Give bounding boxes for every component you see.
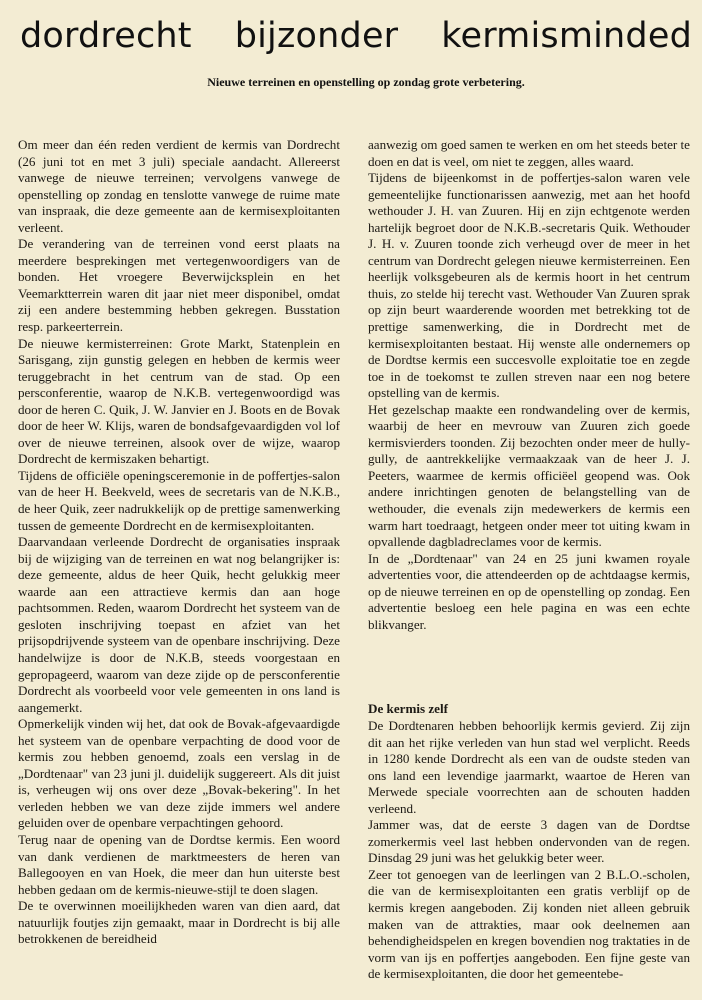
left-column [18,137,340,999]
paragraph: Jammer was, dat de eerste 3 dagen van de Dordtse zomerkermis veel last hebben ondervonden van de regen. Dinsdag 29 juni was het gelukkig beter weer. [368,817,690,866]
headline-word: bijzonder [234,16,399,56]
paragraph: Om meer dan één reden verdient de kermis van Dordrecht (26 juni tot en met 3 juli) speciale aandacht. Allereerst vanwege de nieuwe terreinen; vervolgens vanwege de openstelling op zondag en tenslotte vanwege de ruime mate van inspraak, die deze gemeente aan de kermisexploitanten verleent. [18,137,340,235]
headline-word: dordrecht [20,16,192,56]
paragraph: Daarvandaan verleende Dordrecht de organisaties inspraak bij de wijziging van de terreinen en wat nog belangrijker is: deze gemeente, aldus de heer Quik, hecht gelukkig meer waarde aan een attractieve kermis dan aan hoge pachtsommen. Reden, waarom Dordrecht het systeem van de gesloten inschrijving toepast en afziet van het prijsopdrijvende systeem van de openbare inschrijving. Deze handelwijze is door de N.K.B, steeds voorgestaan en gepropageerd, waarom van deze zijde op de persconferentie Dordrecht als voorbeeld voor vele gemeenten in ons land is aangemerkt. [18,534,340,715]
paragraph: Het gezelschap maakte een rondwandeling over de kermis, waarbij de heer en mevrouw van Zuuren zich goede kermisvierders toonden. Zij bezochten onder meer de hully-gully, de aantrekkelijke vermaakzaak van de heer J. J. Peeters, waarmee de kermis officiëel geopend was. Ook andere inrichtingen genoten de belangstelling van de wethouder, die evenals zijn medewerkers de kermis een warm hart toedraagt, hetgeen onder meer tot uiting kwam in opvallende dagbladreclames voor de kermis. [368,401,690,550]
paragraph: Tijdens de officiële openingsceremonie in de poffertjes-salon van de heer H. Beekveld, wees de secretaris van de N.K.B., de heer Quik, zeer nadrukkelijk op de prettige samenwerking tussen de gemeente Dordrecht en de kermisexploitanten. [18,467,340,533]
headline-word: kermisminded [441,16,692,56]
paragraph: De verandering van de terreinen vond eerst plaats na meerdere besprekingen met vertegenwoordigers van de bonden. Het vroegere Beverwijcksplein en het Veemarktterrein waren dit jaar niet meer disponibel, omdat zij een andere bestemming hebben gekregen. Busstation resp. parkeerterrein. [18,236,340,335]
headline [20,10,692,62]
subtitle: Nieuwe terreinen en openstelling op zondag grote verbetering. [207,75,525,89]
column-gap [368,633,690,701]
paragraph: De te overwinnen moeilijkheden waren van dien aard, dat natuurlijk foutjes zijn gemaakt, maar in Dordrecht is bij alle betrokkenen de bereidheid [18,898,340,947]
paragraph: De nieuwe kermisterreinen: Grote Markt, Statenplein en Sarisgang, zijn gunstig gelegen en hebben de kermis weer teruggebracht in het centrum van de stad. Op een persconferentie, waarop de N.K.B. vertegenwoordigd was door de heren C. Quik, J. W. Janvier en J. Boots en de Bovak door de heer W. Klijs, waren de bondsafgevaardigden vol lof over de nieuwe terreinen, alsook over de wijze, waarop Dordrecht de kermiszaken behartigt. [18,335,340,467]
paragraph: Terug naar de opening van de Dordtse kermis. Een woord van dank verdienen de marktmeesters de heren van Ballegooyen en van Hoek, die meer dan hun uiterste best hebben gedaan om de kermis-nieuwe-stijl te doen slagen. [18,831,340,897]
paragraph: Opmerkelijk vinden wij het, dat ook de Bovak-afgevaardigde het systeem van de openbare verpachting de dood voor de kermis zou hebben genoemd, zoals een verslag in de „Dordtenaar" van 23 juni jl. duidelijk suggereert. Als dit juist is, verheugen wij ons over deze „Bovak-bekering". In het verleden hebben we van deze zijde immers wel andere geluiden over de openbare verpachtingen gehoord. [18,716,340,831]
paragraph: Tijdens de bijeenkomst in de poffertjes-salon waren vele gemeentelijke functionarissen aanwezig, met aan het hoofd wethouder J. H. van Zuuren. Hij en zijn echtgenote werden hartelijk begroet door de N.K.B.-secretaris Quik. Wethouder J. H. v. Zuuren toonde zich verheugd over de meer in het centrum van Dordrecht gelegen nieuwe kermisterreinen. Een heerlijk volksgebeuren als de kermis hoort in het centrum thuis, zo stelde hij terecht vast. Wethouder Van Zuuren sprak op zijn beurt waarderende woorden met betrekking tot de prettige samenwerking, die in Dordrecht met de kermisexploitanten bestaat. Hij wenste alle ondernemers op de Dordtse kermis een succesvolle exploitatie toe en zegde toe in de toekomst te zullen streven naar een nog betere opstelling van de kermis. [368,170,690,401]
paragraph: Zeer tot genoegen van de leerlingen van 2 B.L.O.-scholen, die van de kermisexploitanten een gratis verblijf op de kermis kregen aangeboden. Zij konden niet alleen gebruik maken van de attrakties, maar ook deelnemen aan behendigheidspelen en kregen bovendien nog traktaties in de vorm van ijs en poffertjes aangeboden. Een fijne geste van de kermisexploitanten, die door het gemeentebe- [368,866,690,982]
paragraph: De Dordtenaren hebben behoorlijk kermis gevierd. Zij zijn dit aan het rijke verleden van hun stad wel verplicht. Reeds in 1280 kende Dordrecht als een van de oudste steden van ons land een levendige jaarmarkt, waartoe de Heren van Merwede speciale voorrechten aan de schouten hadden verleend. [368,717,690,816]
section-heading: De kermis zelf [368,701,448,717]
paragraph: In de „Dordtenaar" van 24 en 25 juni kwamen royale advertenties voor, die attendeerden op de achtdaagse kermis, op de nieuwe terreinen en op de openstelling op zondag. Een advertentie besloeg een hele pagina en was een echte blikvanger. [368,550,690,632]
paragraph: aanwezig om goed samen te werken en om het steeds beter te doen en dat is veel, om niet te zeggen, alles waard. [368,137,690,169]
right-column [368,137,690,999]
